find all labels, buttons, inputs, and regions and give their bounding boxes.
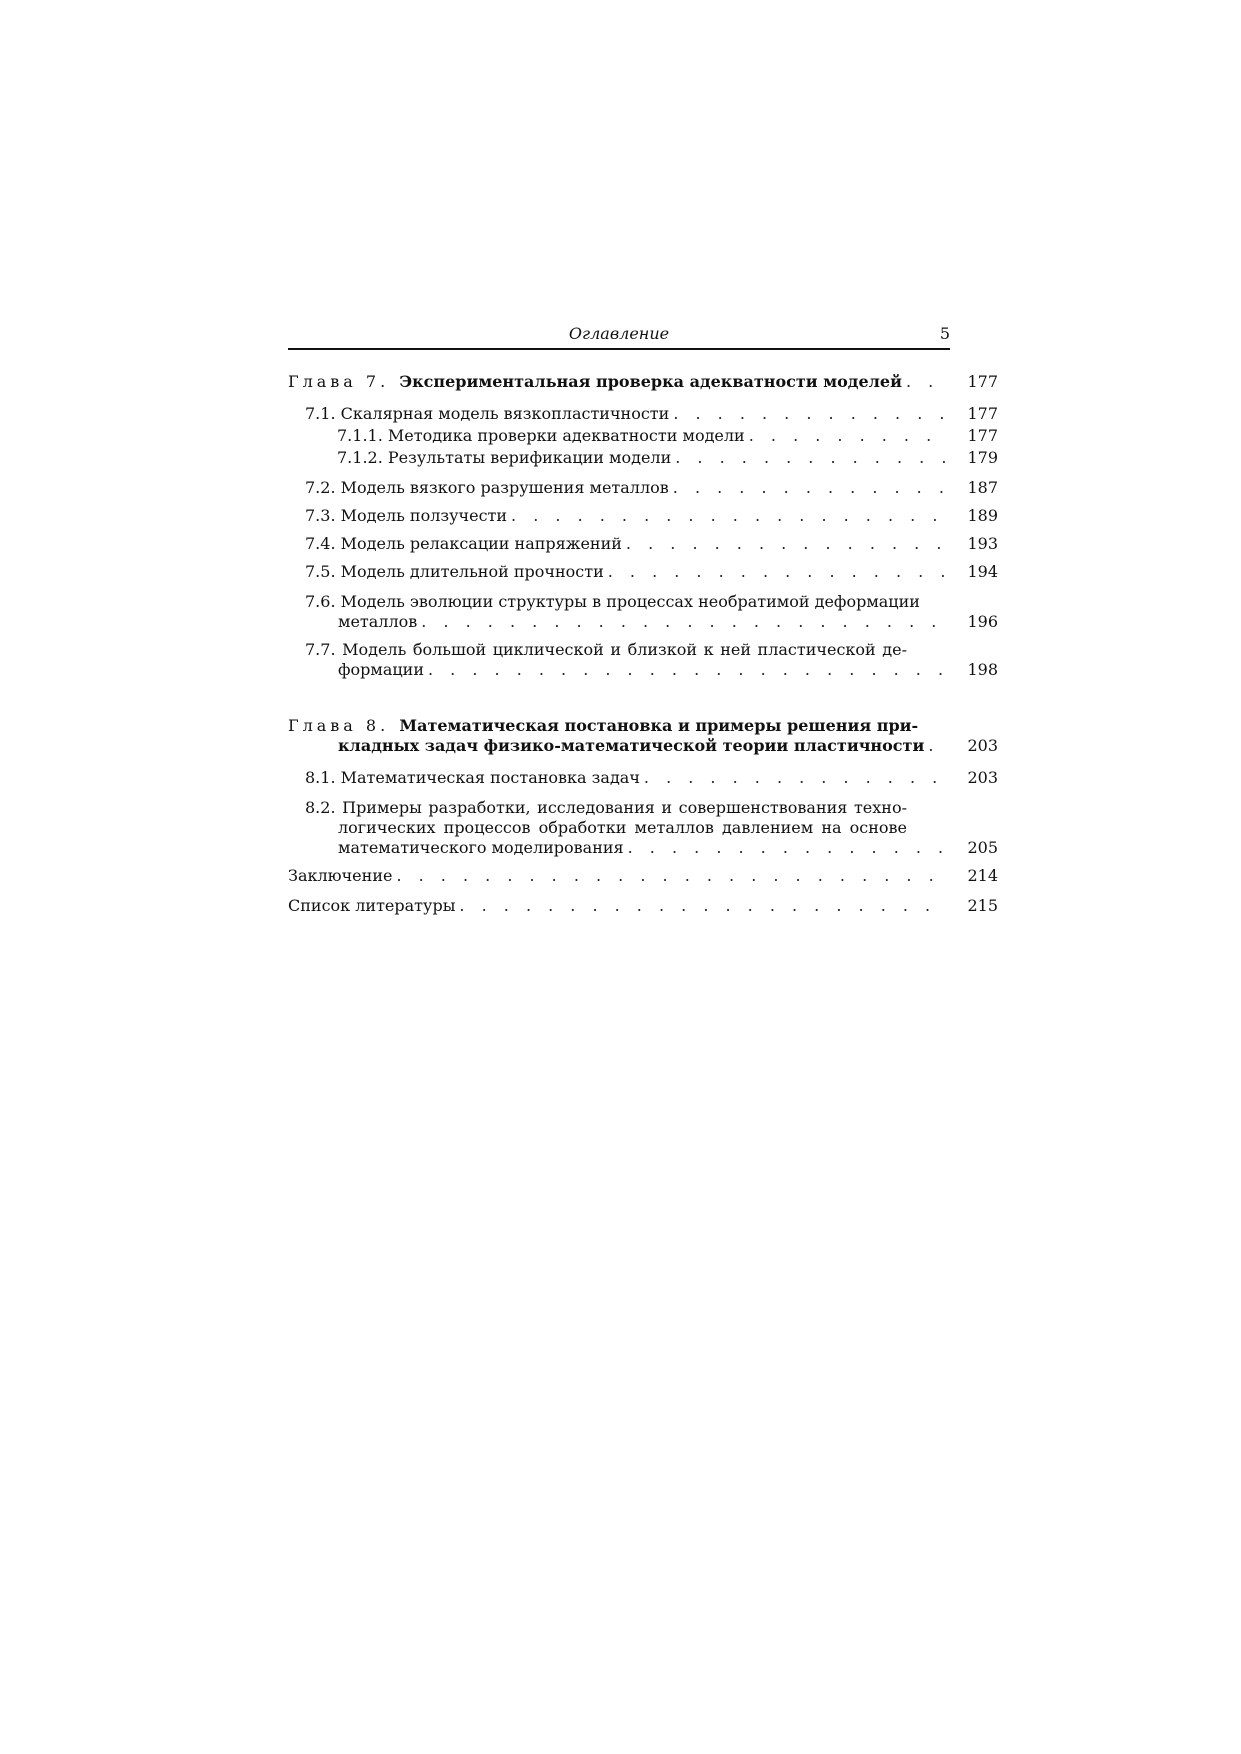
chapter-8-title-line2: кладных задач физико-математической теории пластичности — [338, 736, 925, 755]
section-number: 7.1. — [305, 404, 336, 423]
section-title-line1: Модель большой циклической и близкой к ней пластической де- — [342, 640, 907, 659]
leader-dots — [906, 372, 948, 392]
toc-section-7-5[interactable] — [305, 562, 998, 582]
leader-dots — [644, 768, 948, 788]
section-page: 189 — [967, 506, 998, 525]
section-page: 203 — [967, 768, 998, 787]
toc-section-8-1[interactable] — [305, 768, 998, 788]
section-page: 177 — [967, 426, 998, 445]
references-page: 215 — [967, 896, 998, 915]
toc-chapter-8-cont[interactable] — [338, 736, 998, 756]
leader-dots — [421, 612, 948, 632]
running-header — [288, 318, 950, 350]
section-number: 7.5. — [305, 562, 336, 581]
section-number: 7.6. — [305, 592, 336, 611]
leader-dots — [675, 448, 948, 468]
chapter-7-prefix: Глава 7. — [288, 372, 390, 391]
section-title-line2: формации — [338, 660, 424, 679]
chapter-7-page: 177 — [967, 372, 998, 391]
section-number: 7.2. — [305, 478, 336, 497]
toc-section-7-7[interactable] — [305, 640, 907, 660]
toc-references[interactable] — [288, 896, 998, 916]
toc-chapter-8[interactable] — [288, 716, 919, 736]
section-number: 7.1.2. — [337, 448, 383, 467]
leader-dots — [628, 838, 948, 858]
section-page: 187 — [967, 478, 998, 497]
section-title-line1: Модель эволюции структуры в процессах необратимой деформации — [340, 592, 920, 611]
toc-section-7-7-cont[interactable] — [338, 660, 998, 680]
header-title: Оглавление — [568, 324, 670, 343]
toc-section-7-2[interactable] — [305, 478, 998, 498]
leader-dots — [511, 506, 948, 526]
section-page: 193 — [967, 534, 998, 553]
section-number: 7.1.1. — [337, 426, 383, 445]
leader-dots — [673, 478, 948, 498]
section-number: 7.4. — [305, 534, 336, 553]
toc-section-7-6[interactable] — [305, 592, 920, 612]
chapter-8-title-line1: Математическая постановка и примеры решения при- — [399, 716, 919, 735]
leader-dots — [928, 736, 948, 756]
section-title: Модель длительной прочности — [340, 562, 604, 581]
chapter-8-page: 203 — [967, 736, 998, 755]
toc-conclusion[interactable] — [288, 866, 998, 886]
section-number: 8.2. — [305, 798, 336, 817]
leader-dots — [428, 660, 948, 680]
toc-section-8-2[interactable] — [305, 798, 907, 818]
section-page: 177 — [967, 404, 998, 423]
section-page: 196 — [967, 612, 998, 631]
section-title: Скалярная модель вязкопластичности — [340, 404, 670, 423]
section-page: 179 — [967, 448, 998, 467]
section-title-line2: металлов — [338, 612, 418, 631]
toc-section-8-2-cont[interactable] — [338, 838, 998, 858]
section-title: Методика проверки адекватности модели — [387, 426, 745, 445]
leader-dots — [396, 866, 948, 886]
section-title: Модель релаксации напряжений — [340, 534, 622, 553]
section-page: 205 — [967, 838, 998, 857]
section-title: Результаты верификации модели — [387, 448, 672, 467]
section-page: 198 — [967, 660, 998, 679]
toc-section-7-3[interactable] — [305, 506, 998, 526]
conclusion-page: 214 — [967, 866, 998, 885]
section-title-line2: логических процессов обработки металлов давлением на основе — [338, 818, 907, 837]
section-title: Модель вязкого разрушения металлов — [340, 478, 669, 497]
section-title-line1: Примеры разработки, исследования и совершенствования техно- — [342, 798, 907, 817]
leader-dots — [608, 562, 948, 582]
section-title: Модель ползучести — [340, 506, 508, 525]
toc-chapter-7[interactable] — [288, 372, 998, 392]
section-title-line3: математического моделирования — [338, 838, 624, 857]
section-number: 7.7. — [305, 640, 336, 659]
toc-section-7-6-cont[interactable] — [338, 612, 998, 632]
leader-dots — [749, 426, 948, 446]
leader-dots — [626, 534, 948, 554]
section-number: 7.3. — [305, 506, 336, 525]
toc-section-8-2-line2[interactable] — [338, 818, 907, 838]
toc-section-7-4[interactable] — [305, 534, 998, 554]
toc-section-7-1[interactable] — [305, 404, 998, 424]
chapter-7-title: Экспериментальная проверка адекватности моделей — [399, 372, 902, 391]
chapter-8-prefix: Глава 8. — [288, 716, 390, 735]
toc-section-7-1-1[interactable] — [337, 426, 998, 446]
references-title: Список литературы — [288, 896, 456, 915]
section-title: Математическая постановка задач — [340, 768, 640, 787]
leader-dots — [673, 404, 948, 424]
section-number: 8.1. — [305, 768, 336, 787]
section-page: 194 — [967, 562, 998, 581]
leader-dots — [459, 896, 948, 916]
toc-section-7-1-2[interactable] — [337, 448, 998, 468]
conclusion-title: Заключение — [288, 866, 393, 885]
header-page-number: 5 — [939, 324, 950, 343]
